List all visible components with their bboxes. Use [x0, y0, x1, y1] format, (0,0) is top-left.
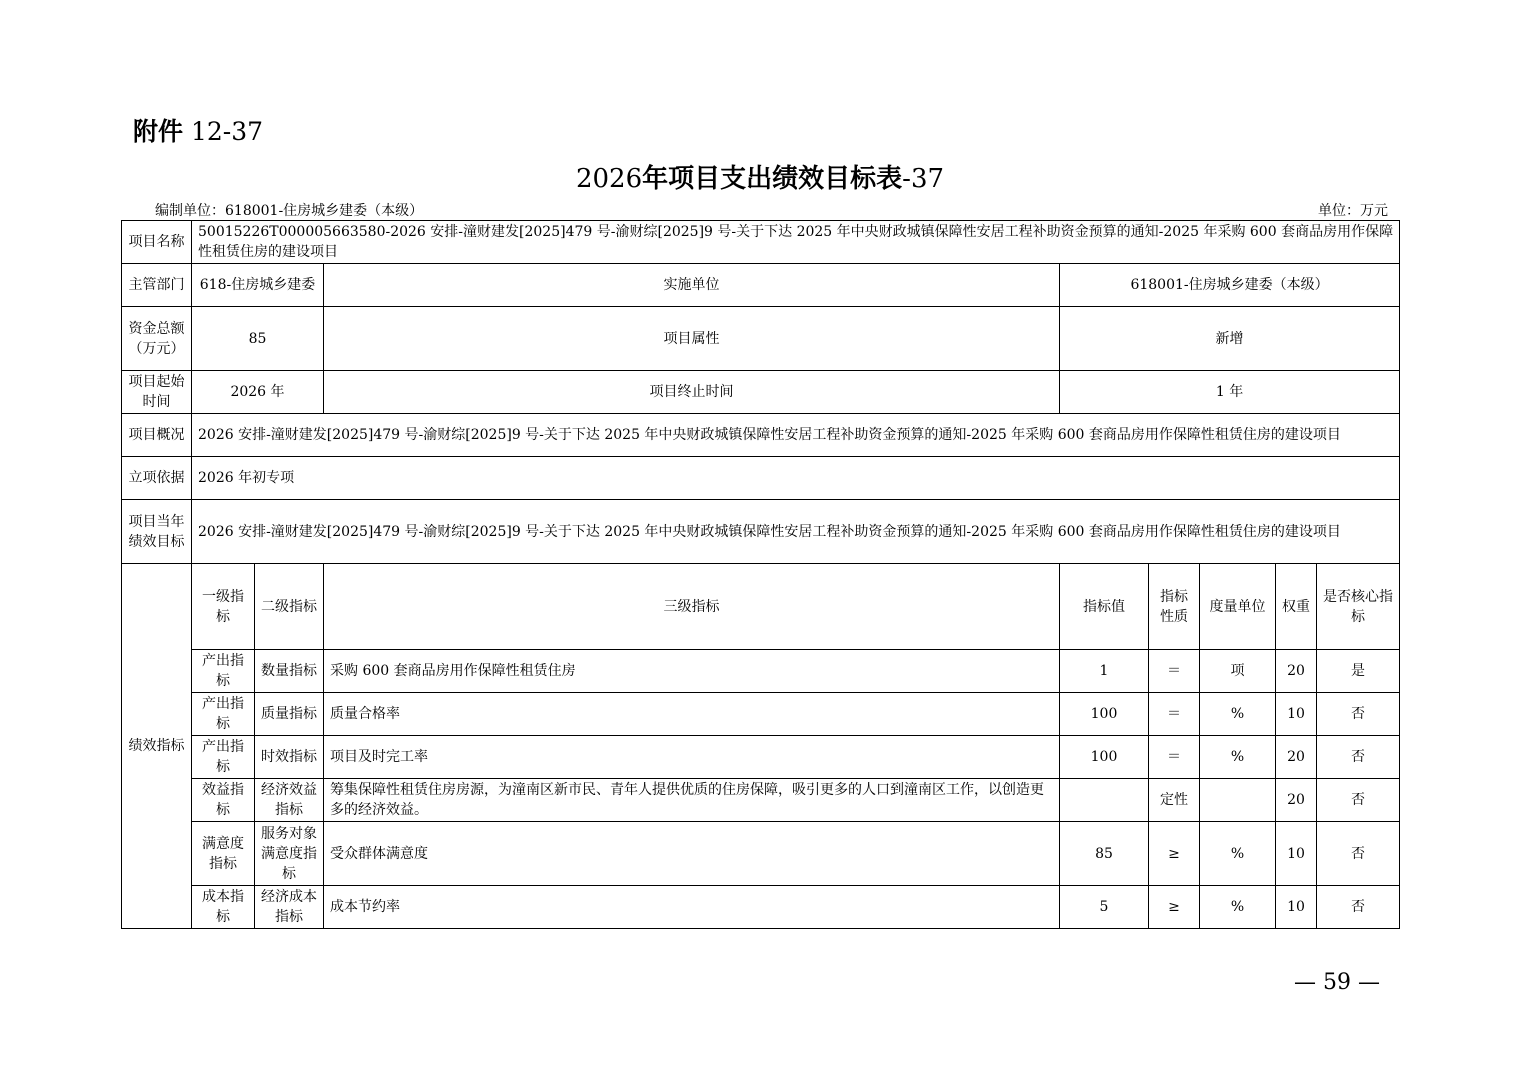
- end-value: 1 年: [1060, 371, 1400, 414]
- overview-value: 2026 安排-潼财建发[2025]479 号-渝财综[2025]9 号-关于下达 2025 年中央财政城镇保障性安居工程补助资金预算的通知-2025 年采购 600 套商品房用作保障性租赁住房的建设项目: [192, 414, 1400, 457]
- attachment-label: [133, 112, 263, 148]
- goal-value: 2026 安排-潼财建发[2025]479 号-渝财综[2025]9 号-关于下达 2025 年中央财政城镇保障性安居工程补助资金预算的通知-2025 年采购 600 套商品房用作保障性租赁住房的建设项目: [192, 500, 1400, 564]
- title-year: 2026: [575, 164, 643, 194]
- row-value: [1060, 779, 1149, 822]
- table-row: [122, 650, 1400, 693]
- row-nature: ≥: [1149, 886, 1200, 929]
- row-weight: 20: [1276, 650, 1317, 693]
- row-level2: 时效指标: [255, 736, 324, 779]
- basis-label: 立项依据: [122, 457, 192, 500]
- row-level3: 采购 600 套商品房用作保障性租赁住房: [324, 650, 1060, 693]
- row-weight: 10: [1276, 693, 1317, 736]
- row-goal: [122, 500, 1400, 564]
- table-row: [122, 736, 1400, 779]
- row-core: 否: [1317, 822, 1400, 886]
- row-value: 1: [1060, 650, 1149, 693]
- title-text: 年项目支出绩效目标表: [642, 164, 903, 194]
- row-overview: [122, 414, 1400, 457]
- row-time: [122, 371, 1400, 414]
- header-unit: 度量单位: [1200, 564, 1276, 650]
- goal-label: 项目当年绩效目标: [122, 500, 192, 564]
- row-core: 否: [1317, 736, 1400, 779]
- row-level3: 筹集保障性租赁住房房源，为潼南区新市民、青年人提供优质的住房保障，吸引更多的人口到潼南区工作，以创造更多的经济效益。: [324, 779, 1060, 822]
- table-row: [122, 693, 1400, 736]
- row-level1: 满意度指标: [192, 822, 255, 886]
- currency-unit: 单位：万元: [1318, 203, 1388, 219]
- row-core: 否: [1317, 693, 1400, 736]
- row-weight: 10: [1276, 886, 1317, 929]
- row-nature: ＝: [1149, 650, 1200, 693]
- row-core: 是: [1317, 650, 1400, 693]
- dept-label: 主管部门: [122, 264, 192, 307]
- project-name-label: 项目名称: [122, 221, 192, 264]
- row-level3: 质量合格率: [324, 693, 1060, 736]
- row-level3: 受众群体满意度: [324, 822, 1060, 886]
- row-nature: ＝: [1149, 693, 1200, 736]
- row-level1: 产出指标: [192, 693, 255, 736]
- row-unit: %: [1200, 693, 1276, 736]
- table-row: [122, 779, 1400, 822]
- row-nature: ≥: [1149, 822, 1200, 886]
- impl-value: 618001-住房城乡建委（本级）: [1060, 264, 1400, 307]
- header-weight: 权重: [1276, 564, 1317, 650]
- impl-label: 实施单位: [324, 264, 1060, 307]
- row-fund: [122, 307, 1400, 371]
- overview-label: 项目概况: [122, 414, 192, 457]
- row-value: 85: [1060, 822, 1149, 886]
- fund-label: 资金总额（万元）: [122, 307, 192, 371]
- row-level1: 成本指标: [192, 886, 255, 929]
- row-core: 否: [1317, 779, 1400, 822]
- table-row: [122, 886, 1400, 929]
- row-level2: 数量指标: [255, 650, 324, 693]
- page-number: — 59 —: [1294, 970, 1380, 995]
- title-suffix: -37: [902, 164, 945, 194]
- row-dept: [122, 264, 1400, 307]
- header-level3: 三级指标: [324, 564, 1060, 650]
- performance-table: [121, 220, 1400, 929]
- row-level2: 经济成本指标: [255, 886, 324, 929]
- row-nature: ＝: [1149, 736, 1200, 779]
- row-value: 100: [1060, 693, 1149, 736]
- header-level1: 一级指标: [192, 564, 255, 650]
- row-core: 否: [1317, 886, 1400, 929]
- row-level1: 产出指标: [192, 736, 255, 779]
- row-unit: 项: [1200, 650, 1276, 693]
- attachment-word: 附件: [133, 117, 184, 146]
- header-level2: 二级指标: [255, 564, 324, 650]
- attachment-number: 12-37: [190, 117, 264, 146]
- attr-value: 新增: [1060, 307, 1400, 371]
- row-level2: 经济效益指标: [255, 779, 324, 822]
- row-unit: [1200, 779, 1276, 822]
- table-row: [122, 822, 1400, 886]
- dept-value: 618-住房城乡建委: [192, 264, 324, 307]
- row-value: 5: [1060, 886, 1149, 929]
- row-project-name: [122, 221, 1400, 264]
- end-label: 项目终止时间: [324, 371, 1060, 414]
- header-nature: 指标性质: [1149, 564, 1200, 650]
- project-name-value: 50015226T000005663580-2026 安排-潼财建发[2025]479 号-渝财综[2025]9 号-关于下达 2025 年中央财政城镇保障性安居工程补助资金预算的通知-2025 年采购 600 套商品房用作保障性租赁住房的建设项目: [192, 221, 1400, 264]
- row-level2: 服务对象满意度指标: [255, 822, 324, 886]
- start-value: 2026 年: [192, 371, 324, 414]
- compiling-unit: 编制单位：618001-住房城乡建委（本级）: [155, 203, 424, 219]
- fund-value: 85: [192, 307, 324, 371]
- header-value: 指标值: [1060, 564, 1149, 650]
- start-label: 项目起始时间: [122, 371, 192, 414]
- row-weight: 10: [1276, 822, 1317, 886]
- indicators-section-label: 绩效指标: [122, 564, 192, 929]
- row-nature: 定性: [1149, 779, 1200, 822]
- row-level1: 产出指标: [192, 650, 255, 693]
- row-level2: 质量指标: [255, 693, 324, 736]
- row-level1: 效益指标: [192, 779, 255, 822]
- row-basis: [122, 457, 1400, 500]
- row-weight: 20: [1276, 779, 1317, 822]
- row-weight: 20: [1276, 736, 1317, 779]
- indicator-header-row: [122, 564, 1400, 650]
- row-value: 100: [1060, 736, 1149, 779]
- row-level3: 成本节约率: [324, 886, 1060, 929]
- page-title: [0, 158, 1520, 195]
- header-core: 是否核心指标: [1317, 564, 1400, 650]
- row-unit: %: [1200, 736, 1276, 779]
- row-unit: %: [1200, 822, 1276, 886]
- basis-value: 2026 年初专项: [192, 457, 1400, 500]
- row-unit: %: [1200, 886, 1276, 929]
- row-level3: 项目及时完工率: [324, 736, 1060, 779]
- attr-label: 项目属性: [324, 307, 1060, 371]
